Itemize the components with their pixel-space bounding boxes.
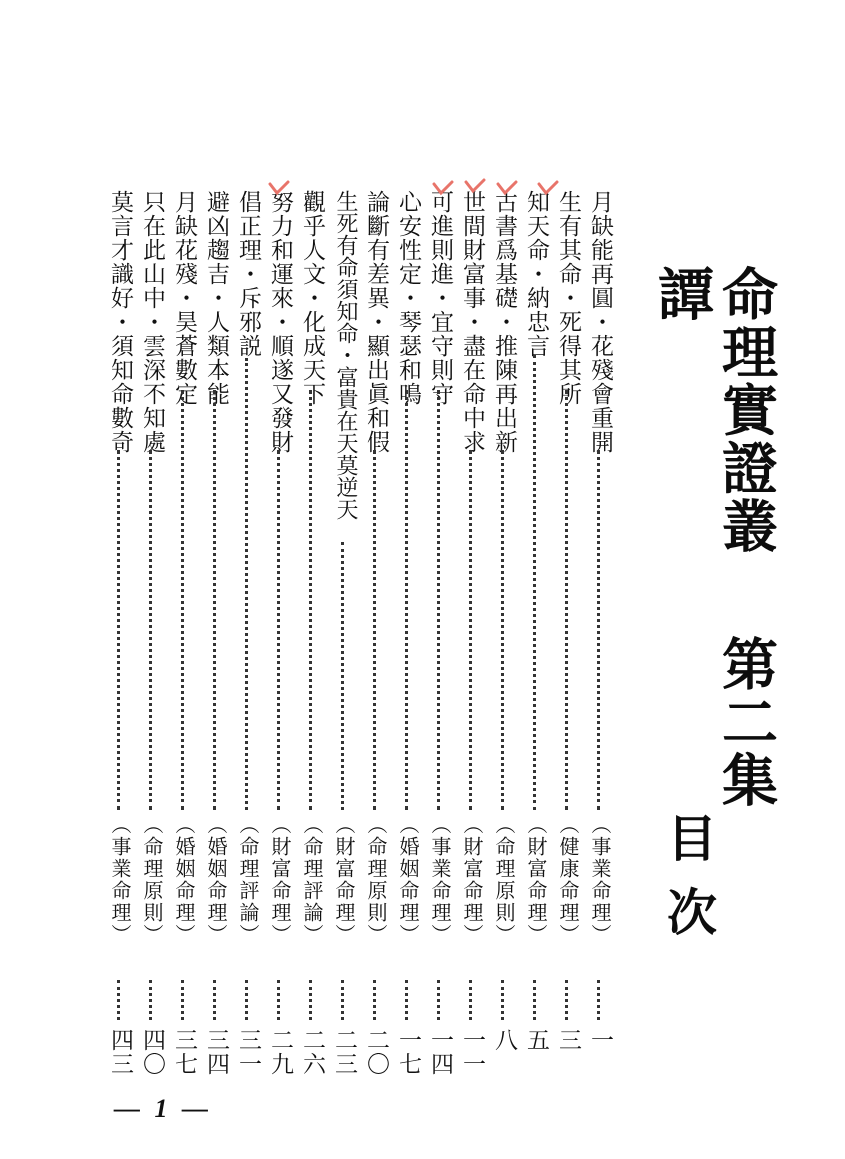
toc-entry-page: 二〇 [363,1028,389,1076]
toc-entry-title: 可進則進・宜守則守 [427,190,453,406]
toc-entry-category: （財富命理） [268,814,292,946]
toc-entry-title: 觀乎人文・化成天下 [299,190,325,406]
leader-dots [277,450,285,810]
leader-dots [533,355,541,810]
leader-dots [373,980,381,1020]
toc-entry-title: 努力和運來・順遂又發財 [267,190,293,454]
toc-entry[interactable] [552,190,584,1090]
check-mark-icon [268,180,290,196]
toc-entry[interactable] [200,190,232,1090]
leader-dots [341,542,349,810]
toc-entry-page: 三一 [235,1028,261,1076]
toc-entry-category: （財富命理） [460,814,484,946]
leader-dots [405,390,413,810]
leader-dots [597,450,605,810]
leader-dots [213,980,221,1020]
toc-entry-title: 古書爲基礎・推陳再出新 [491,190,517,454]
toc-entry-page: 一四 [427,1028,453,1076]
toc-entry-title: 世間財富事・盡在命中求 [459,190,485,454]
toc-entry-page: 一 [587,1028,613,1052]
toc-entry-category: （事業命理） [588,814,612,946]
toc-entry[interactable] [488,190,520,1090]
leader-dots [149,450,157,810]
leader-dots [277,980,285,1020]
table-of-contents [96,190,616,1090]
toc-entry-page: 四三 [107,1028,133,1076]
book-title: 命理實證叢譚 [649,265,779,555]
leader-dots [181,980,189,1020]
toc-heading: 目次 [659,812,718,960]
toc-entry-category: （婚姻命理） [204,814,228,946]
page-number: — 1 — [114,1094,212,1123]
toc-entry-category: （命理原則） [492,814,516,946]
toc-entry[interactable] [328,190,360,1090]
leader-dots [309,390,317,810]
leader-dots [373,450,381,810]
toc-entry-category: （命理評論） [236,814,260,946]
leader-dots [469,450,477,810]
toc-entry[interactable] [264,190,296,1090]
toc-entry-page: 一一 [459,1028,485,1076]
toc-entry-title: 知天命・納忠言 [523,190,549,358]
check-mark-icon [432,180,454,196]
toc-entry-title: 生死有命須知命・富貴在天莫逆天 [333,190,358,520]
book-title-block [650,265,778,809]
toc-entry-page: 三四 [203,1028,229,1076]
toc-entry-category: （事業命理） [108,814,132,946]
toc-entry-page: 二九 [267,1028,293,1076]
leader-dots [597,980,605,1020]
toc-entry[interactable] [104,190,136,1090]
leader-dots [341,980,349,1020]
toc-entry-page: 四〇 [139,1028,165,1076]
toc-entry[interactable] [360,190,392,1090]
toc-entry-category: （命理評論） [300,814,324,946]
leader-dots [565,390,573,810]
toc-entry[interactable] [392,190,424,1090]
leader-dots [565,980,573,1020]
leader-dots [469,980,477,1020]
leader-dots [309,980,317,1020]
toc-entry[interactable] [168,190,200,1090]
toc-entry-category: （健康命理） [556,814,580,946]
toc-entry-category: （財富命理） [332,814,356,946]
toc-entry-page: 五 [523,1028,549,1052]
toc-entry[interactable] [584,190,616,1090]
leader-dots [117,450,125,810]
toc-entry-category: （財富命理） [524,814,548,946]
toc-entry-category: （命理原則） [140,814,164,946]
toc-entry[interactable] [136,190,168,1090]
toc-entry-title: 莫言才識好・須知命數奇 [107,190,133,454]
toc-entry-page: 三 [555,1028,581,1052]
toc-entry[interactable] [456,190,488,1090]
leader-dots [213,390,221,810]
toc-entry-title: 生有其命・死得其所 [555,190,581,406]
toc-entry[interactable] [520,190,552,1090]
leader-dots [501,980,509,1020]
toc-entry-page: 二三 [331,1028,357,1076]
leader-dots [245,358,253,810]
toc-entry-title: 只在此山中・雲深不知處 [139,190,165,454]
book-volume: 第二集 [713,635,779,809]
toc-entry-title: 心安性定・琴瑟和鳴 [395,190,421,406]
toc-entry-category: （事業命理） [428,814,452,946]
leader-dots [533,980,541,1020]
check-mark-icon [496,180,518,196]
leader-dots [437,390,445,810]
leader-dots [245,980,253,1020]
check-mark-icon [537,180,559,196]
toc-entry[interactable] [296,190,328,1090]
toc-entry-title: 避凶趨吉・人類本能 [203,190,229,406]
toc-entry-category: （命理原則） [364,814,388,946]
toc-entry-title: 月缺能再圓・花殘會重開 [587,190,613,454]
leader-dots [501,450,509,810]
toc-entry-page: 八 [491,1028,517,1052]
leader-dots [181,390,189,810]
leader-dots [437,980,445,1020]
check-mark-icon [464,178,486,194]
toc-entry[interactable] [232,190,264,1090]
toc-entry-page: 三七 [171,1028,197,1076]
leader-dots [117,980,125,1020]
toc-entry[interactable] [424,190,456,1090]
toc-entry-page: 二六 [299,1028,325,1076]
toc-entry-category: （婚姻命理） [172,814,196,946]
toc-entry-title: 論斷有差異・顯出眞和假 [363,190,389,454]
leader-dots [405,980,413,1020]
toc-entry-page: 一七 [395,1028,421,1076]
leader-dots [149,980,157,1020]
toc-entry-category: （婚姻命理） [396,814,420,946]
toc-entry-title: 倡正理・斥邪説 [235,190,261,358]
toc-entry-title: 月缺花殘・昊蒼數定 [171,190,197,406]
